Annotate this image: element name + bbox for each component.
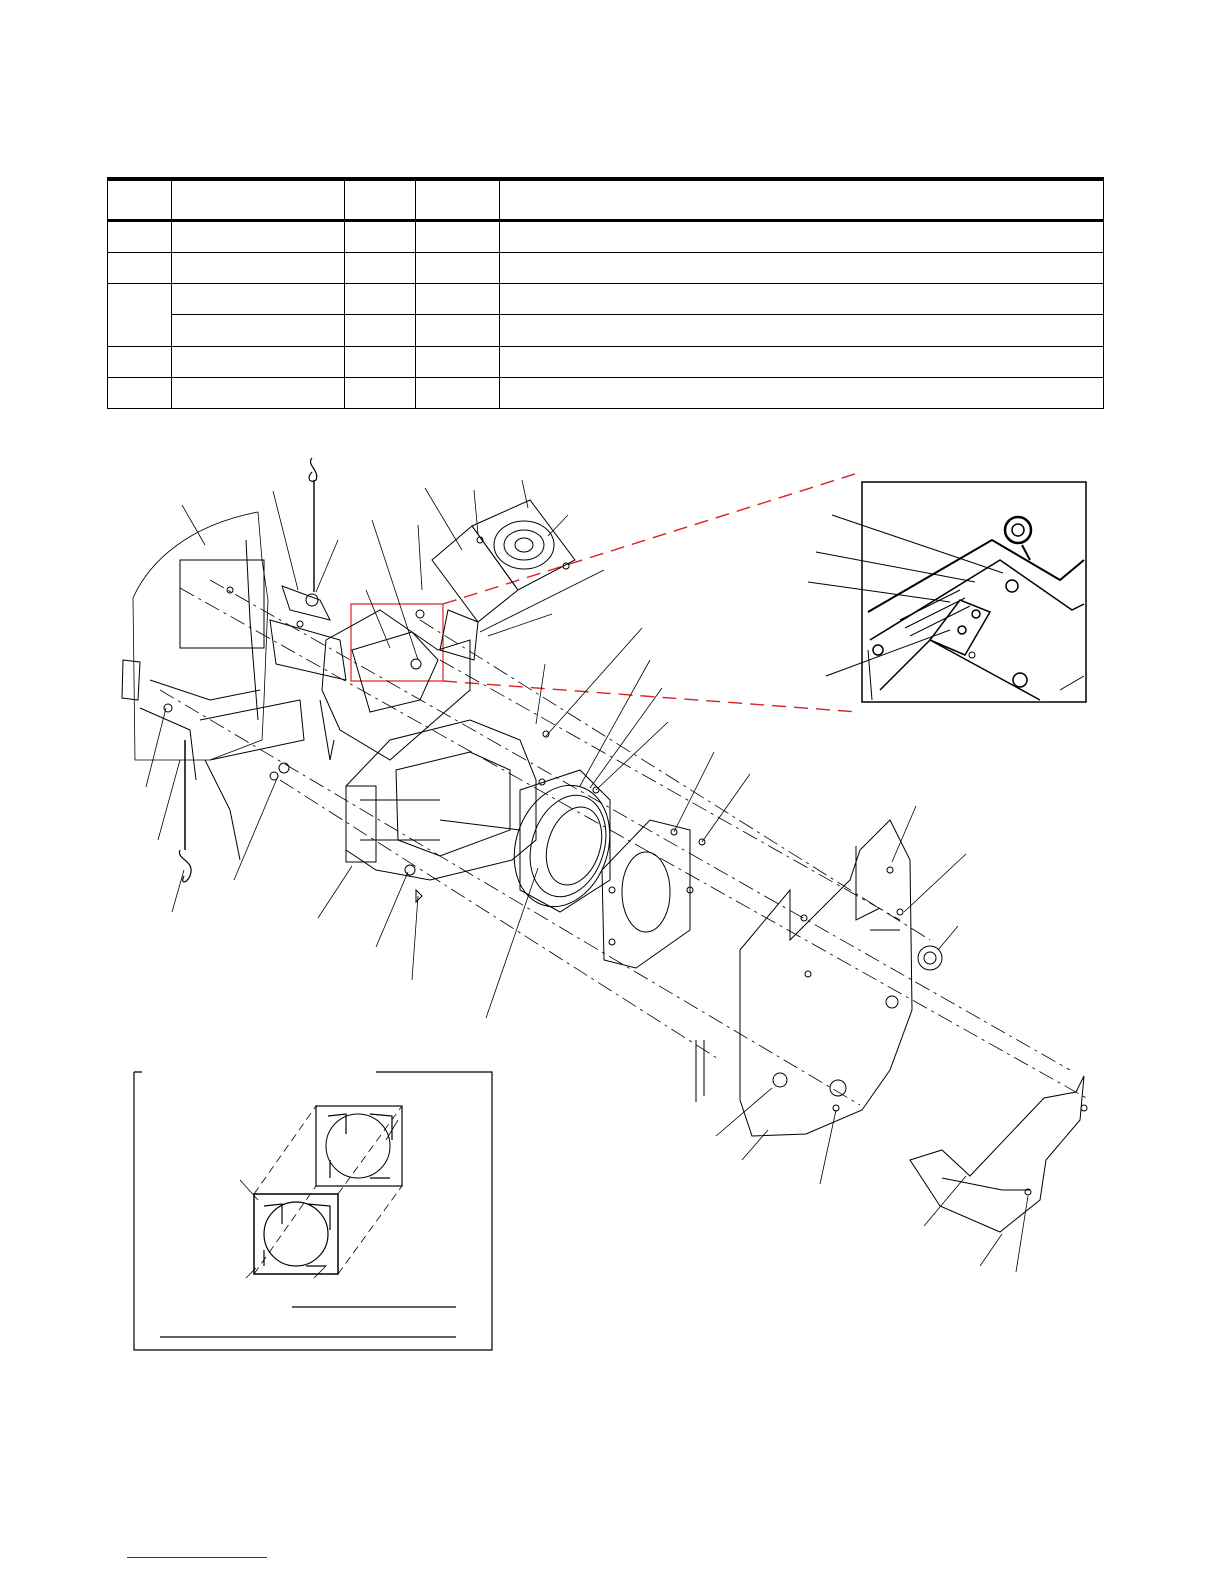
leader-lines (146, 480, 1028, 1272)
callout-leader-top (443, 473, 858, 604)
fan-icon (316, 1106, 402, 1186)
fan-housing (432, 500, 575, 660)
bottom-right-bracket (910, 1076, 1084, 1232)
callout-leader-bottom (443, 681, 858, 712)
nut-icon (1013, 673, 1027, 687)
detail-frame (862, 482, 1086, 702)
ring-terminal-icon (1005, 517, 1031, 543)
octagonal-frame (346, 720, 536, 902)
ring-flange (499, 770, 625, 919)
assembly-centerlines (160, 580, 1090, 1105)
fan-inset (134, 1072, 492, 1350)
nut-icon (1006, 580, 1018, 592)
right-side-panel (696, 820, 942, 1136)
bolt-markers (227, 587, 1087, 1111)
left-side-panel (122, 512, 304, 882)
detail-callout (351, 473, 858, 712)
inset-frame (134, 1072, 492, 1350)
callout-box (351, 604, 443, 681)
mounting-plate (602, 820, 693, 968)
cable-icon (270, 458, 346, 680)
footer-link-underline[interactable] (127, 1556, 267, 1558)
detail-view (808, 482, 1086, 702)
